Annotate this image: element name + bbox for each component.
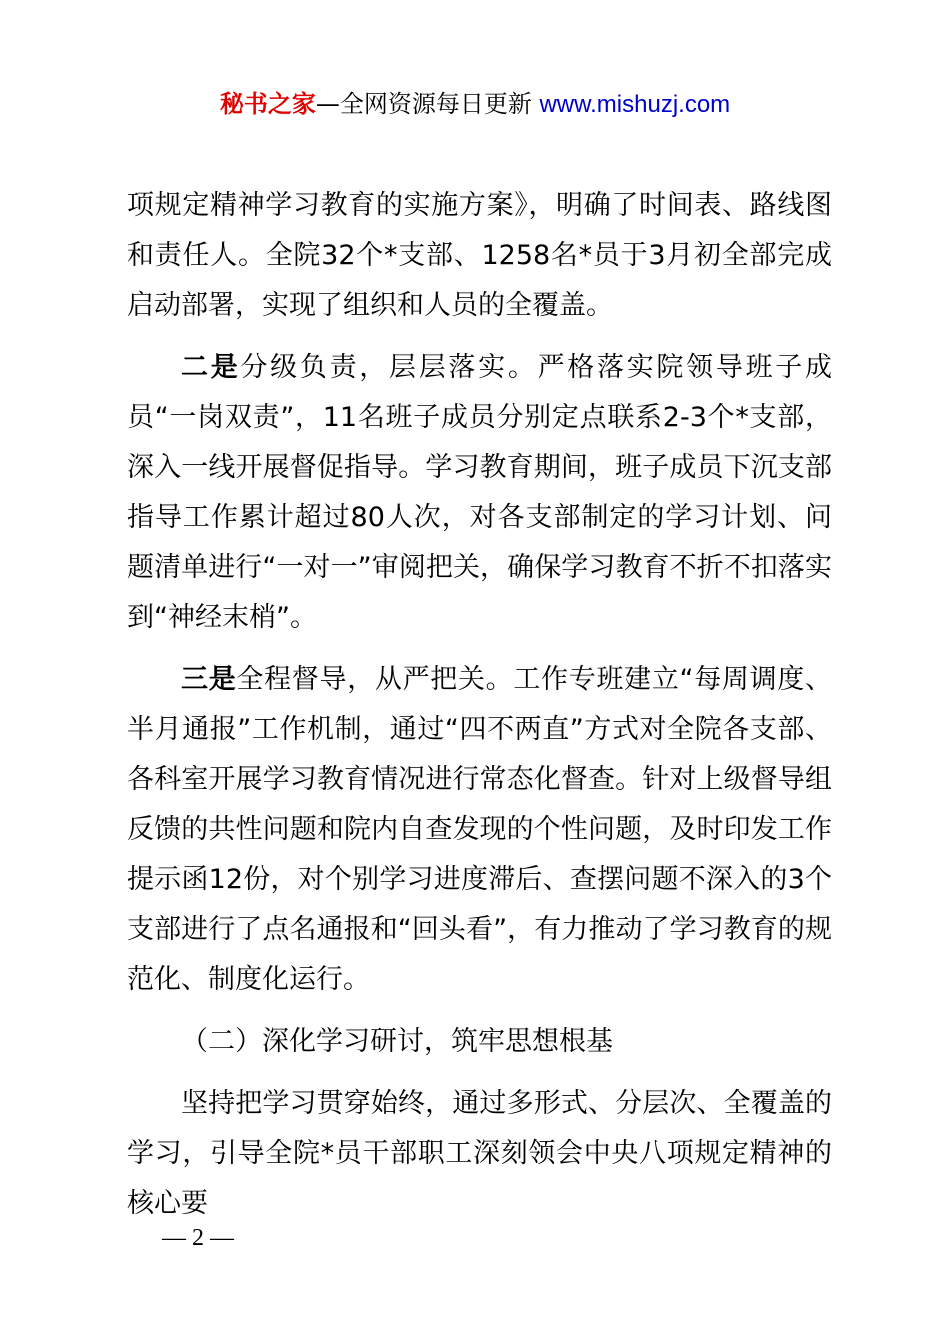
paragraph-lead: 三是	[181, 664, 237, 695]
section-heading-text: （二）深化学习研讨，筑牢思想根基	[181, 1026, 613, 1057]
site-banner	[0, 86, 950, 123]
banner-url[interactable]: www.mishuzj.com	[539, 91, 731, 118]
document-body	[127, 181, 832, 1229]
paragraph-point-two	[127, 343, 832, 643]
section-heading	[127, 1017, 832, 1067]
brand-name: 秘书之家	[219, 90, 316, 118]
paragraph-point-three	[127, 655, 832, 1005]
page-number: — 2 —	[162, 1225, 234, 1251]
banner-tagline: —全网资源每日更新	[315, 90, 540, 118]
paragraph-text: 项规定精神学习教育的实施方案》，明确了时间表、路线图和责任人。全院32个*支部、1258名*员于3月初全部完成启动部署，实现了组织和人员的全覆盖。	[127, 190, 832, 321]
paragraph-lead: 二是	[181, 352, 241, 383]
paragraph-section-intro	[127, 1079, 832, 1229]
paragraph-text: 全程督导，从严把关。工作专班建立“每周调度、半月通报”工作机制，通过“四不两直”方式对全院各支部、各科室开展学习教育情况进行常态化督查。针对上级督导组反馈的共性问题和院内自查发现的个性问题，及时印发工作提示函12份，对个别学习进度滞后、查摆问题不深入的3个支部进行了点名通报和“回头看”，有力推动了学习教育的规范化、制度化运行。	[127, 664, 833, 995]
paragraph-text: 坚持把学习贯穿始终，通过多形式、分层次、全覆盖的学习，引导全院*员干部职工深刻领会中央八项规定精神的核心要	[127, 1088, 832, 1219]
paragraph-text: 分级负责，层层落实。严格落实院领导班子成员“一岗双责”，11名班子成员分别定点联系2-3个*支部，深入一线开展督促指导。学习教育期间，班子成员下沉支部指导工作累计超过80人次，对各支部制定的学习计划、问题清单进行“一对一”审阅把关，确保学习教育不折不扣落实到“神经末梢”。	[127, 352, 833, 633]
paragraph-continued	[127, 181, 832, 331]
